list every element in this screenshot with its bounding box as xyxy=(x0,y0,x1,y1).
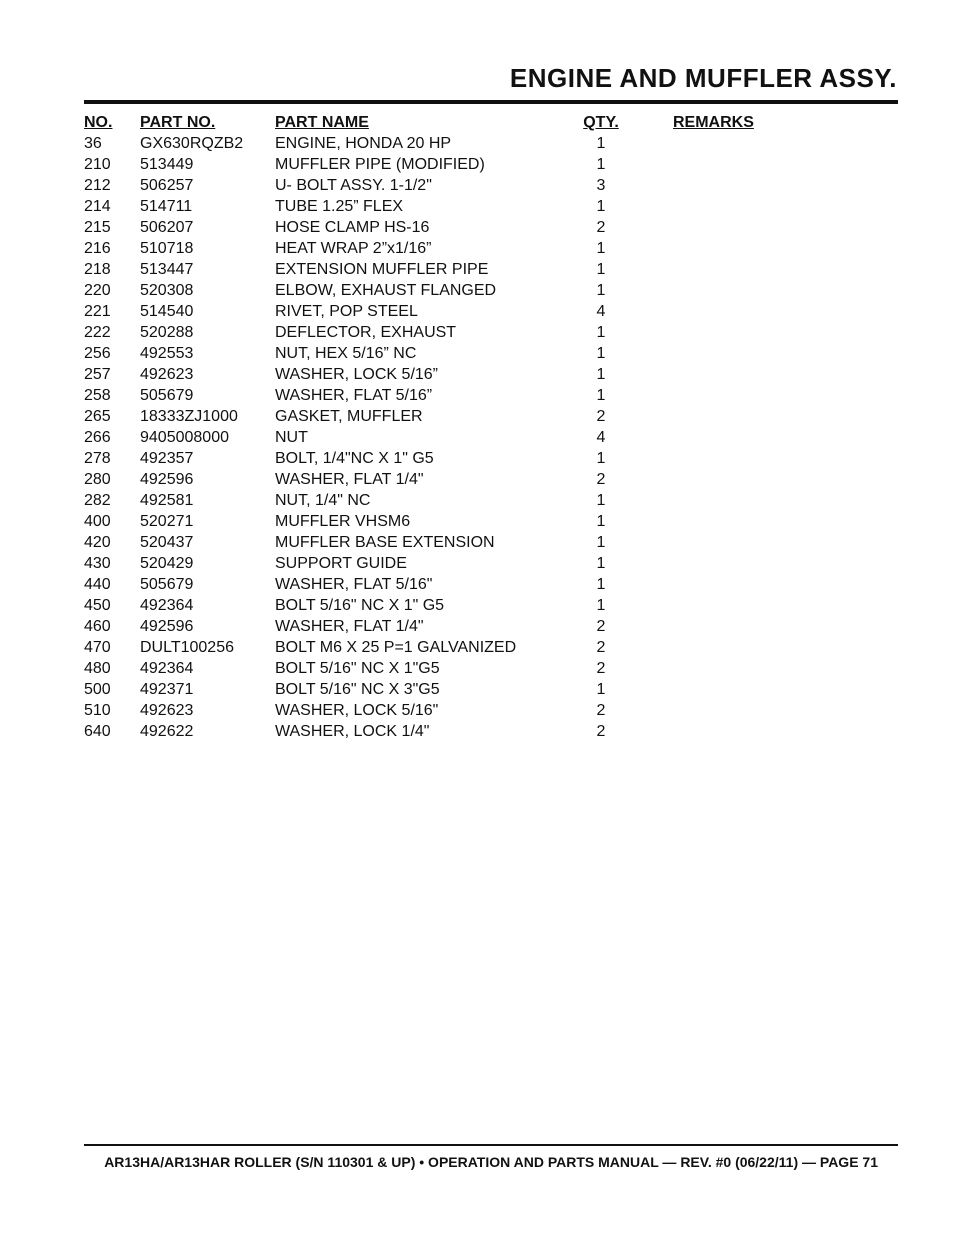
table-row xyxy=(0,240,954,261)
cell-part-name: MUFFLER VHSM6 xyxy=(275,513,411,530)
cell-qty: 2 xyxy=(596,408,606,425)
cell-no: 640 xyxy=(84,723,111,740)
table-row xyxy=(0,345,954,366)
cell-part-no: 492581 xyxy=(140,492,194,509)
cell-part-name: U- BOLT ASSY. 1-1/2" xyxy=(275,177,432,194)
cell-no: 400 xyxy=(84,513,111,530)
cell-no: 220 xyxy=(84,282,111,299)
cell-no: 500 xyxy=(84,681,111,698)
cell-part-no: 492596 xyxy=(140,618,194,635)
cell-no: 36 xyxy=(84,135,102,152)
cell-no: 430 xyxy=(84,555,111,572)
cell-part-name: GASKET, MUFFLER xyxy=(275,408,423,425)
cell-no: 256 xyxy=(84,345,111,362)
cell-part-name: WASHER, FLAT 1/4" xyxy=(275,471,424,488)
cell-part-no: 520429 xyxy=(140,555,194,572)
table-row xyxy=(0,324,954,345)
table-row xyxy=(0,387,954,408)
cell-part-name: NUT, HEX 5/16” NC xyxy=(275,345,417,362)
cell-part-no: DULT100256 xyxy=(140,639,234,656)
cell-no: 212 xyxy=(84,177,111,194)
cell-part-no: 514540 xyxy=(140,303,194,320)
cell-part-no: 492596 xyxy=(140,471,194,488)
cell-part-name: TUBE 1.25” FLEX xyxy=(275,198,404,215)
cell-part-name: DEFLECTOR, EXHAUST xyxy=(275,324,457,341)
cell-qty: 3 xyxy=(596,177,606,194)
title-divider xyxy=(84,100,898,104)
header-remarks: REMARKS xyxy=(673,114,754,131)
table-row xyxy=(0,723,954,744)
cell-part-no: 510718 xyxy=(140,240,194,257)
cell-part-name: MUFFLER BASE EXTENSION xyxy=(275,534,495,551)
cell-part-name: BOLT 5/16" NC X 1"G5 xyxy=(275,660,440,677)
cell-qty: 2 xyxy=(596,660,606,677)
table-row xyxy=(0,198,954,219)
footer-divider xyxy=(84,1144,898,1146)
cell-part-no: 514711 xyxy=(140,198,193,215)
table-row xyxy=(0,135,954,156)
cell-part-no: 492623 xyxy=(140,702,194,719)
cell-part-name: RIVET, POP STEEL xyxy=(275,303,418,320)
cell-qty: 1 xyxy=(596,597,606,614)
cell-no: 282 xyxy=(84,492,111,509)
cell-no: 470 xyxy=(84,639,111,656)
table-header xyxy=(0,114,954,134)
cell-no: 221 xyxy=(84,303,111,320)
cell-part-no: 492364 xyxy=(140,660,194,677)
cell-part-no: 506207 xyxy=(140,219,194,236)
cell-qty: 1 xyxy=(596,345,606,362)
cell-part-no: 520271 xyxy=(140,513,194,530)
cell-no: 510 xyxy=(84,702,111,719)
cell-part-name: NUT, 1/4" NC xyxy=(275,492,371,509)
parts-table xyxy=(0,135,954,744)
cell-part-no: 505679 xyxy=(140,387,194,404)
table-row xyxy=(0,492,954,513)
cell-qty: 1 xyxy=(596,261,606,278)
cell-part-name: WASHER, FLAT 5/16” xyxy=(275,387,433,404)
cell-no: 257 xyxy=(84,366,111,383)
table-row xyxy=(0,597,954,618)
cell-part-name: WASHER, LOCK 1/4" xyxy=(275,723,430,740)
cell-part-no: 18333ZJ1000 xyxy=(140,408,238,425)
cell-qty: 2 xyxy=(596,471,606,488)
cell-part-no: 513447 xyxy=(140,261,194,278)
cell-no: 460 xyxy=(84,618,111,635)
cell-part-name: SUPPORT GUIDE xyxy=(275,555,407,572)
cell-qty: 2 xyxy=(596,723,606,740)
cell-qty: 1 xyxy=(596,681,606,698)
cell-part-no: 506257 xyxy=(140,177,194,194)
cell-qty: 1 xyxy=(596,492,606,509)
cell-part-name: NUT xyxy=(275,429,308,446)
cell-part-no: 492371 xyxy=(140,681,194,698)
cell-qty: 4 xyxy=(596,429,606,446)
table-row xyxy=(0,429,954,450)
cell-part-no: 520288 xyxy=(140,324,194,341)
cell-part-no: 492553 xyxy=(140,345,194,362)
cell-no: 210 xyxy=(84,156,111,173)
cell-no: 214 xyxy=(84,198,111,215)
cell-no: 265 xyxy=(84,408,111,425)
cell-no: 420 xyxy=(84,534,111,551)
cell-qty: 1 xyxy=(596,240,606,257)
cell-qty: 1 xyxy=(596,513,606,530)
header-part-no: PART NO. xyxy=(140,114,216,131)
cell-part-no: GX630RQZB2 xyxy=(140,135,244,152)
cell-no: 440 xyxy=(84,576,111,593)
cell-part-name: BOLT 5/16" NC X 1" G5 xyxy=(275,597,445,614)
cell-qty: 1 xyxy=(596,576,606,593)
header-no: NO. xyxy=(84,114,113,131)
cell-no: 258 xyxy=(84,387,111,404)
cell-part-no: 492357 xyxy=(140,450,194,467)
cell-part-no: 492623 xyxy=(140,366,194,383)
cell-qty: 1 xyxy=(596,534,606,551)
table-row xyxy=(0,303,954,324)
table-row xyxy=(0,366,954,387)
cell-qty: 2 xyxy=(596,219,606,236)
cell-qty: 1 xyxy=(596,555,606,572)
cell-part-name: BOLT, 1/4"NC X 1" G5 xyxy=(275,450,434,467)
cell-part-no: 520308 xyxy=(140,282,194,299)
cell-qty: 4 xyxy=(596,303,606,320)
table-row xyxy=(0,471,954,492)
cell-part-no: 9405008000 xyxy=(140,429,229,446)
cell-no: 480 xyxy=(84,660,111,677)
cell-qty: 1 xyxy=(596,387,606,404)
cell-part-name: WASHER, FLAT 1/4" xyxy=(275,618,424,635)
cell-part-name: WASHER, LOCK 5/16" xyxy=(275,702,439,719)
cell-qty: 1 xyxy=(596,366,606,383)
header-part-name: PART NAME xyxy=(275,114,369,131)
table-row xyxy=(0,219,954,240)
table-row xyxy=(0,282,954,303)
cell-part-no: 492364 xyxy=(140,597,194,614)
cell-no: 278 xyxy=(84,450,111,467)
table-row xyxy=(0,177,954,198)
table-row xyxy=(0,576,954,597)
table-row xyxy=(0,156,954,177)
cell-part-name: HOSE CLAMP HS-16 xyxy=(275,219,430,236)
cell-qty: 2 xyxy=(596,618,606,635)
header-qty: QTY. xyxy=(583,114,619,131)
cell-qty: 1 xyxy=(596,198,606,215)
cell-no: 215 xyxy=(84,219,111,236)
cell-qty: 2 xyxy=(596,702,606,719)
table-row xyxy=(0,702,954,723)
cell-part-no: 520437 xyxy=(140,534,194,551)
table-row xyxy=(0,555,954,576)
cell-part-name: MUFFLER PIPE (MODIFIED) xyxy=(275,156,485,173)
cell-part-name: BOLT 5/16" NC X 3"G5 xyxy=(275,681,440,698)
page-footer: AR13HA/AR13HAR ROLLER (S/N 110301 & UP) • OPERATION AND PARTS MANUAL — REV. #0 (06/22/11) — PAGE 71 xyxy=(104,1154,878,1170)
cell-part-name: EXTENSION MUFFLER PIPE xyxy=(275,261,489,278)
cell-no: 216 xyxy=(84,240,111,257)
cell-no: 266 xyxy=(84,429,111,446)
cell-part-name: ENGINE, HONDA 20 HP xyxy=(275,135,452,152)
cell-qty: 1 xyxy=(596,135,606,152)
cell-part-name: WASHER, LOCK 5/16” xyxy=(275,366,439,383)
table-row xyxy=(0,408,954,429)
table-row xyxy=(0,660,954,681)
table-row xyxy=(0,261,954,282)
table-row xyxy=(0,534,954,555)
cell-part-no: 513449 xyxy=(140,156,194,173)
cell-no: 222 xyxy=(84,324,111,341)
cell-qty: 1 xyxy=(596,450,606,467)
cell-no: 280 xyxy=(84,471,111,488)
page-title: ENGINE AND MUFFLER ASSY. xyxy=(509,63,897,93)
cell-part-name: HEAT WRAP 2”x1/16” xyxy=(275,240,432,257)
cell-no: 450 xyxy=(84,597,111,614)
cell-qty: 1 xyxy=(596,324,606,341)
cell-part-no: 505679 xyxy=(140,576,194,593)
table-row xyxy=(0,513,954,534)
cell-part-no: 492622 xyxy=(140,723,194,740)
cell-qty: 1 xyxy=(596,282,606,299)
table-row xyxy=(0,618,954,639)
table-row xyxy=(0,639,954,660)
table-row xyxy=(0,681,954,702)
cell-no: 218 xyxy=(84,261,111,278)
cell-part-name: ELBOW, EXHAUST FLANGED xyxy=(275,282,497,299)
cell-qty: 1 xyxy=(596,156,606,173)
cell-part-name: BOLT M6 X 25 P=1 GALVANIZED xyxy=(275,639,517,656)
cell-part-name: WASHER, FLAT 5/16" xyxy=(275,576,433,593)
table-row xyxy=(0,450,954,471)
cell-qty: 2 xyxy=(596,639,606,656)
